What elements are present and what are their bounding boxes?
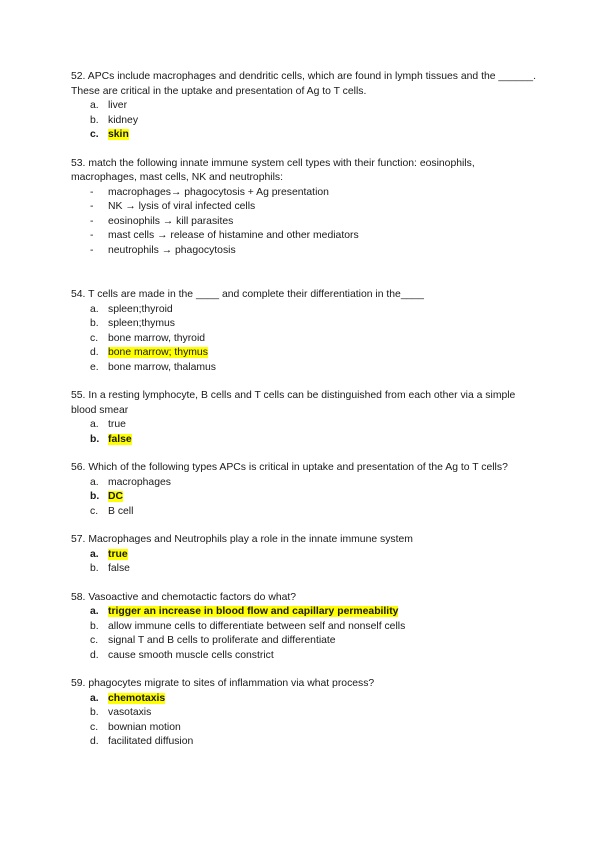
- option: e. bone marrow, thalamus: [90, 361, 217, 373]
- option-highlighted-answer: a. true: [90, 548, 128, 560]
- option: b. kidney: [90, 114, 139, 126]
- option: a. spleen;thyroid: [90, 303, 173, 315]
- question-stem: 54. T cells are made in the ____ and complete their differentiation in the____: [71, 289, 424, 300]
- option: c. signal T and B cells to proliferate and differentiate: [90, 635, 336, 646]
- option: b. spleen;thymus: [90, 318, 175, 329]
- question-stem: 55. In a resting lymphocyte, B cells and T cells can be distinguished from each other via a simple blood smear: [71, 390, 516, 416]
- list-item: - macrophages→ phagocytosis + Ag presentation: [90, 186, 329, 198]
- option-highlighted-answer: b. DC: [90, 491, 124, 502]
- question-52: [71, 70, 540, 143]
- option-highlighted-answer: c. skin: [90, 129, 129, 140]
- option: c. bone marrow, thyroid: [90, 332, 206, 344]
- question-58: [71, 591, 540, 664]
- option: a. liver: [90, 100, 128, 111]
- question-stem: 56. Which of the following types APCs is critical in uptake and presentation of the Ag to T cells?: [71, 462, 508, 473]
- option: d. facilitated diffusion: [90, 736, 194, 747]
- option-highlighted-answer: b. false: [90, 433, 132, 445]
- option: a. true: [90, 419, 126, 430]
- option-highlighted-answer: a. chemotaxis: [90, 692, 166, 704]
- option-highlighted-answer: a. trigger an increase in blood flow and capillary permeability: [90, 606, 399, 617]
- question-56: [71, 461, 540, 519]
- list-item: - mast cells → release of histamine and other mediators: [90, 230, 359, 241]
- question-stem: 53. match the following innate immune system cell types with their function: eosinophils, macrophages, mast cells, NK and neutrophils:: [71, 157, 475, 183]
- option: c. bownian motion: [90, 721, 181, 733]
- question-stem: 57. Macrophages and Neutrophils play a role in the innate immune system: [71, 534, 413, 545]
- option: b. allow immune cells to differentiate between self and nonself cells: [90, 620, 406, 632]
- option: d. cause smooth muscle cells constrict: [90, 649, 274, 661]
- question-stem: 58. Vasoactive and chemotactic factors do what?: [71, 591, 297, 603]
- option: b. vasotaxis: [90, 707, 152, 718]
- list-item: - eosinophils → kill parasites: [90, 215, 234, 227]
- list-item: - neutrophils → phagocytosis: [90, 244, 236, 256]
- list-item: - NK → lysis of viral infected cells: [90, 201, 256, 212]
- question-stem: 52. APCs include macrophages and dendritic cells, which are found in lymph tissues and the ______. These are critical in the uptake and presentation of Ag to T cells.: [71, 71, 536, 97]
- question-55: [71, 389, 540, 447]
- option: a. macrophages: [90, 476, 171, 488]
- question-57: [71, 533, 540, 577]
- question-54: [71, 288, 540, 375]
- question-59: [71, 677, 540, 750]
- option: c. B cell: [90, 505, 134, 517]
- question-53: [71, 157, 540, 259]
- option-highlighted-answer: d. bone marrow; thymus: [90, 347, 208, 358]
- question-stem: 59. phagocytes migrate to sites of inflammation via what process?: [71, 678, 375, 689]
- option: b. false: [90, 563, 130, 574]
